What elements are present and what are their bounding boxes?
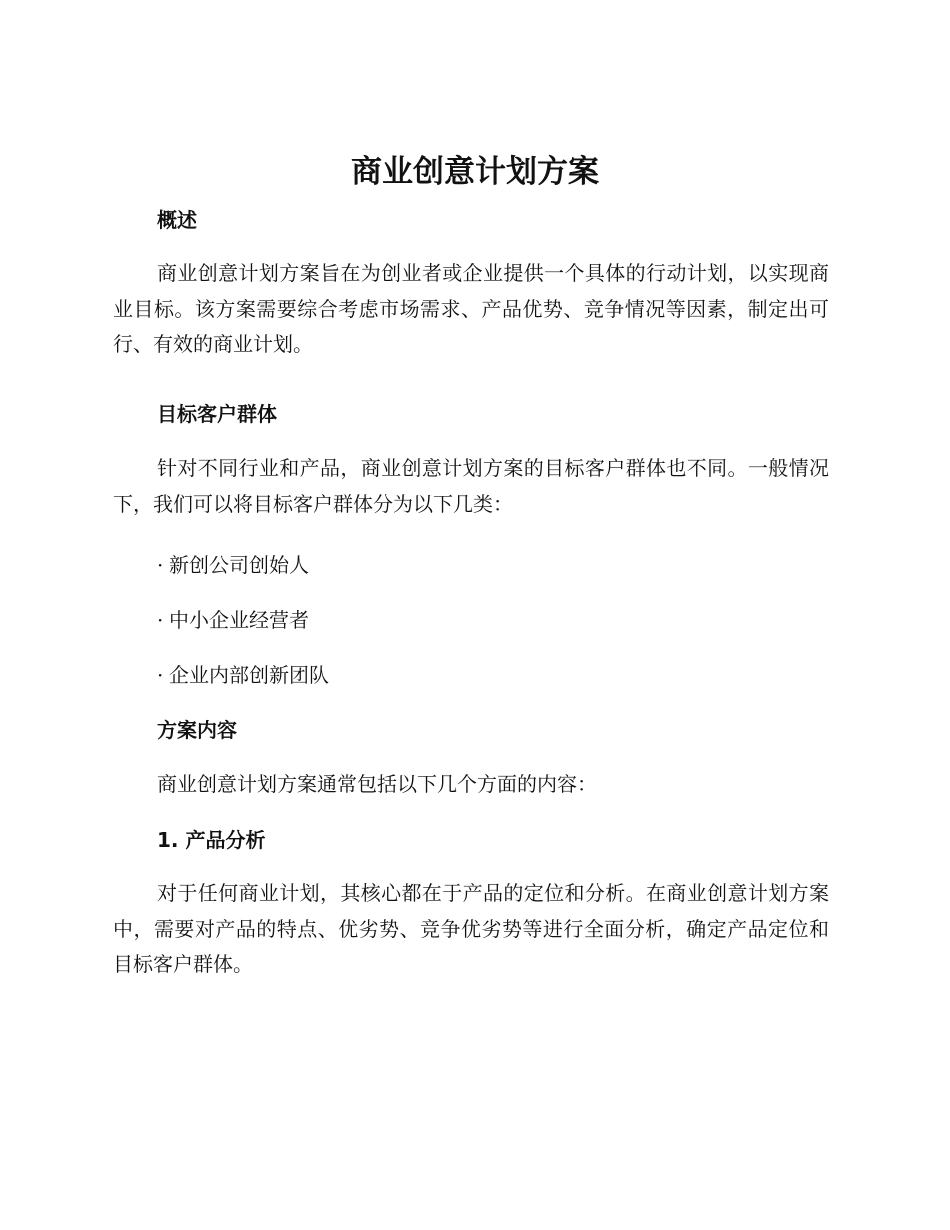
list-item bbox=[157, 606, 309, 634]
bullet-marker: · bbox=[157, 663, 164, 687]
list-item-text: 企业内部创新团队 bbox=[169, 663, 329, 687]
heading-product-analysis: 1. 产品分析 bbox=[157, 828, 266, 852]
bullet-marker: · bbox=[157, 608, 164, 632]
list-item bbox=[157, 661, 329, 689]
bullet-marker: · bbox=[157, 553, 164, 577]
paragraph-product-analysis: 对于任何商业计划，其核心都在于产品的定位和分析。在商业创意计划方案中，需要对产品的特点、优劣势、竞争优劣势等进行全面分析，确定产品定位和目标客户群体。 bbox=[113, 881, 829, 976]
list-item bbox=[157, 551, 309, 579]
list-item-text: 中小企业经营者 bbox=[169, 608, 309, 632]
heading-plan-content: 方案内容 bbox=[157, 718, 237, 742]
heading-target-customers: 目标客户群体 bbox=[157, 402, 277, 426]
heading-overview: 概述 bbox=[157, 208, 197, 232]
paragraph-plan-content: 商业创意计划方案通常包括以下几个方面的内容： bbox=[157, 772, 597, 796]
paragraph-overview: 商业创意计划方案旨在为创业者或企业提供一个具体的行动计划，以实现商业目标。该方案需要综合考虑市场需求、产品优势、竞争情况等因素，制定出可行、有效的商业计划。 bbox=[113, 261, 829, 356]
paragraph-target-customers: 针对不同行业和产品，商业创意计划方案的目标客户群体也不同。一般情况下，我们可以将目标客户群体分为以下几类： bbox=[113, 456, 829, 516]
document-title: 商业创意计划方案 bbox=[351, 154, 599, 190]
list-item-text: 新创公司创始人 bbox=[169, 553, 309, 577]
